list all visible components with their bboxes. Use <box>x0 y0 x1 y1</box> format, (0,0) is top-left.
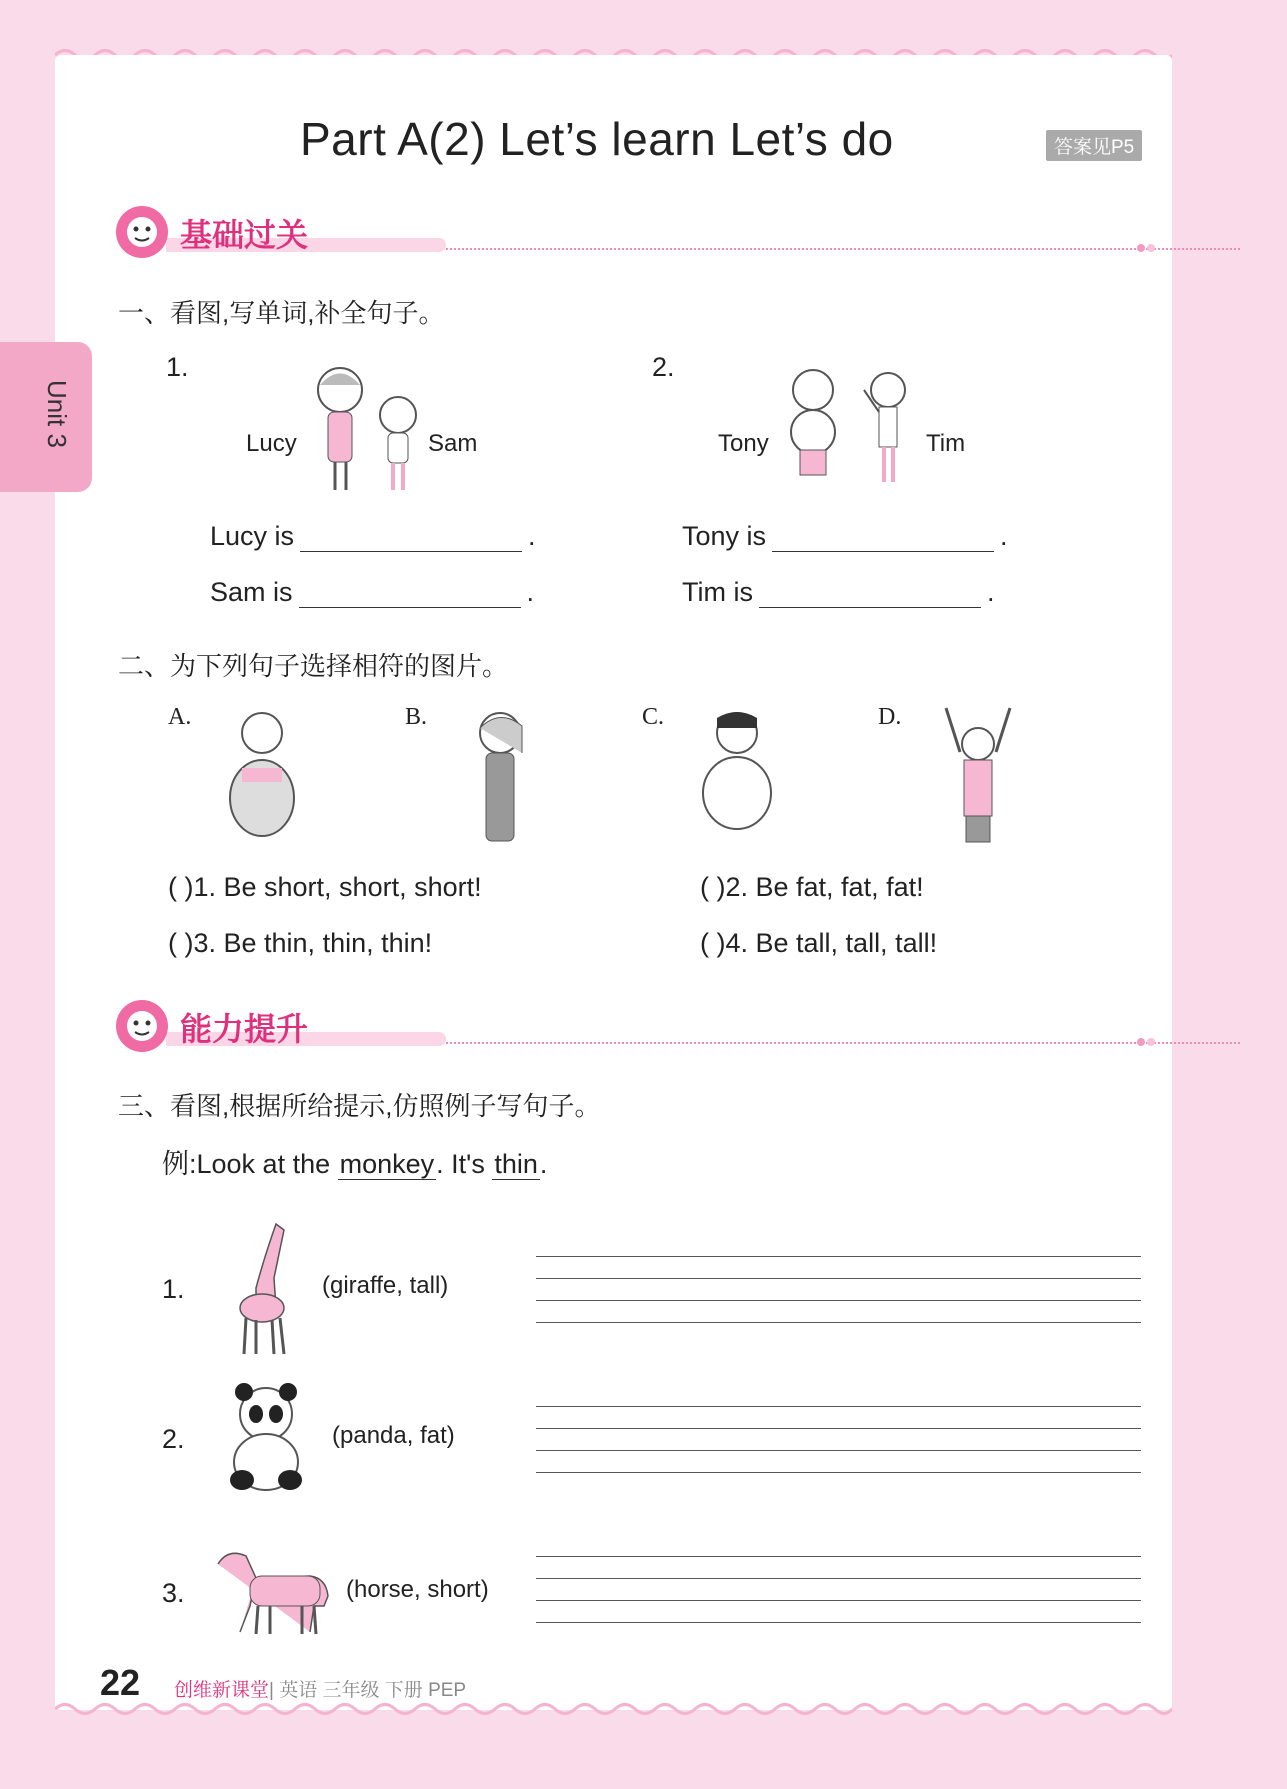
name-label-lucy: Lucy <box>246 430 297 457</box>
example-text: . It's <box>436 1149 485 1179</box>
example-text: 例:Look at the <box>162 1149 331 1179</box>
decor-dots-icon <box>1136 1034 1160 1050</box>
writing-line[interactable] <box>536 1428 1141 1429</box>
section-heading-label: 能力提升 <box>180 1011 309 1047</box>
example-sentence <box>162 1142 547 1181</box>
footer-book-info: | 英语 三年级 下册 PEP <box>269 1680 467 1701</box>
writing-line[interactable] <box>536 1322 1141 1323</box>
q3-item2-hint: (panda, fat) <box>332 1422 455 1449</box>
thin-girl-picture <box>460 708 540 846</box>
tall-boy-arms-up-picture <box>938 704 1018 846</box>
name-label-tony: Tony <box>718 430 769 457</box>
option-c-label: C. <box>642 704 665 730</box>
writing-line[interactable] <box>536 1556 1141 1557</box>
section-heading-basic <box>116 200 1160 260</box>
answer-blank[interactable] <box>300 520 522 552</box>
answer-blank[interactable] <box>772 520 994 552</box>
q3-item1-number: 1. <box>162 1274 185 1304</box>
sentence-lucy <box>210 520 536 552</box>
giraffe-picture <box>226 1218 306 1358</box>
sentence-text: Lucy is <box>210 521 295 551</box>
writing-line[interactable] <box>536 1278 1141 1279</box>
period: . <box>528 521 536 551</box>
question-2-instruction: 二、为下列句子选择相符的图片。 <box>118 651 509 681</box>
sentence-item-2: ( )2. Be fat, fat, fat! <box>700 872 924 902</box>
page-number: 22 <box>100 1662 141 1703</box>
panda-picture <box>226 1382 306 1494</box>
writing-line[interactable] <box>536 1578 1141 1579</box>
sentence-item-4: ( )4. Be tall, tall, tall! <box>700 928 938 958</box>
option-d-label: D. <box>878 704 902 730</box>
page-title: Part A(2) Let’s learn Let’s do <box>300 113 894 165</box>
q1-item2-number: 2. <box>652 352 675 382</box>
tony-tim-picture <box>778 362 928 492</box>
writing-line[interactable] <box>536 1472 1141 1473</box>
q1-item1-number: 1. <box>166 352 189 382</box>
sentence-item-1: ( )1. Be short, short, short! <box>168 872 482 902</box>
option-b-label: B. <box>405 704 428 730</box>
writing-line[interactable] <box>536 1450 1141 1451</box>
sentence-text: Sam is <box>210 577 293 607</box>
unit-tab <box>0 342 92 492</box>
writing-line[interactable] <box>536 1256 1141 1257</box>
sentence-tony <box>682 520 1008 552</box>
example-underlined-word: thin <box>494 1149 538 1179</box>
question-1-instruction: 一、看图,写单词,补全句子。 <box>118 298 445 328</box>
answer-reference-badge: 答案见P5 <box>1046 130 1142 161</box>
dotted-divider <box>446 1042 1240 1044</box>
footer-brand: 创维新课堂 <box>174 1680 270 1701</box>
dotted-divider <box>446 248 1240 250</box>
bottom-wave-border <box>55 1700 1172 1718</box>
footer-info <box>174 1675 466 1702</box>
name-label-sam: Sam <box>428 430 478 457</box>
monkey-icon <box>116 1000 168 1052</box>
section-heading-label: 基础过关 <box>180 217 309 253</box>
q3-item1-hint: (giraffe, tall) <box>322 1272 449 1299</box>
sentence-text: Tim is <box>682 577 753 607</box>
question-3-instruction: 三、看图,根据所给提示,仿照例子写句子。 <box>118 1091 601 1121</box>
fat-boy-picture <box>692 708 782 846</box>
sentence-text: Tony is <box>682 521 767 551</box>
lucy-sam-picture <box>300 360 430 500</box>
monkey-icon <box>116 206 168 258</box>
writing-line[interactable] <box>536 1600 1141 1601</box>
period: . <box>986 577 995 607</box>
answer-blank[interactable] <box>759 576 981 608</box>
q3-item3-hint: (horse, short) <box>346 1576 489 1603</box>
q3-item3-number: 3. <box>162 1578 185 1608</box>
section-heading-advanced <box>116 994 1160 1054</box>
crouching-boy-picture <box>222 708 302 846</box>
unit-tab-label: Unit 3 <box>42 380 72 448</box>
sentence-tim <box>682 576 995 608</box>
example-text: . <box>539 1149 548 1179</box>
decor-dots-icon <box>1136 240 1160 256</box>
writing-line[interactable] <box>536 1406 1141 1407</box>
writing-line[interactable] <box>536 1622 1141 1623</box>
horse-picture <box>210 1546 340 1636</box>
example-underlined-word: monkey <box>339 1149 435 1179</box>
answer-blank[interactable] <box>299 576 521 608</box>
period: . <box>1000 521 1008 551</box>
writing-line[interactable] <box>536 1300 1141 1301</box>
period: . <box>526 577 535 607</box>
option-a-label: A. <box>168 704 192 730</box>
sentence-sam <box>210 576 534 608</box>
name-label-tim: Tim <box>926 430 966 457</box>
q3-item2-number: 2. <box>162 1424 185 1454</box>
sentence-item-3: ( )3. Be thin, thin, thin! <box>168 928 433 958</box>
